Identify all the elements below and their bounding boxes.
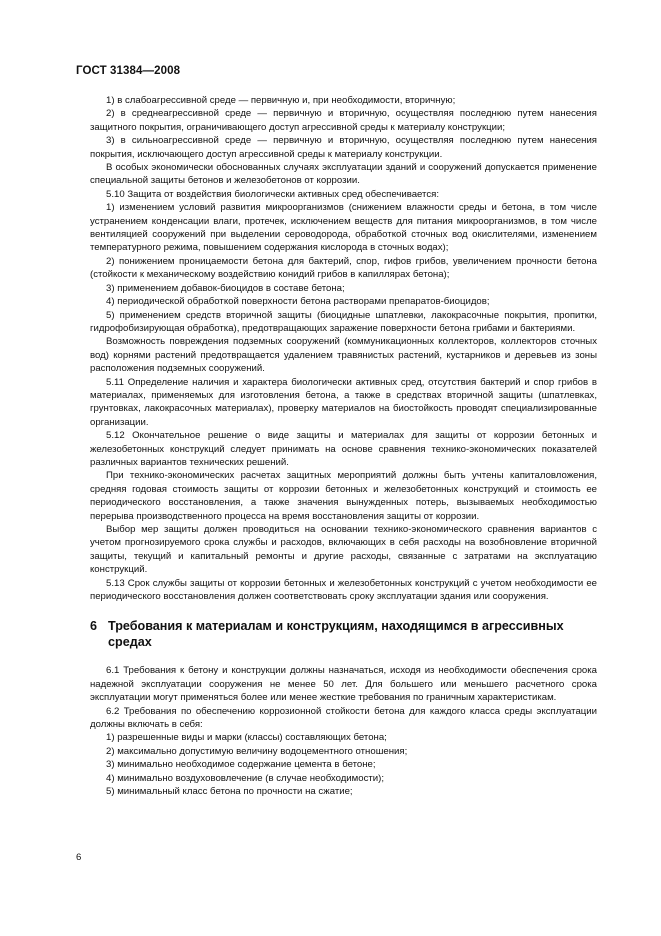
paragraph: 5.11 Определение наличия и характера биологически активных сред, отсутствия бактерий и спор грибов в материалах, применяемых для изготовления бетона, а также в средствах вторичной защиты (шпатлевках, грунтовках, лакокрасочных материалах), проверку материалов на биостойкость проводят специализированные организации.: [90, 376, 597, 428]
paragraph: 1) изменением условий развития микроорганизмов (снижением влажности среды и бетона, в том числе устранением конденсации влаги, протечек, исключением веществ для питания микроорганизмов, в том числе вентиляцией сооружений при выделении сероводорода, обработкой сточных вод окислителями, изменением температурного режима, повышением содержания кислорода в сточных водах);: [90, 202, 597, 254]
page-number: 6: [76, 852, 82, 863]
paragraph: В особых экономически обоснованных случаях эксплуатации зданий и сооружений допускается применение специальной защиты бетонов и железобетонов от коррозии.: [90, 162, 597, 187]
paragraph: 3) в сильноагрессивной среде — первичную и вторичную, осуществляя последнюю путем нанесения покрытия, исключающего доступ агрессивной среды к материалу конструкции.: [90, 135, 597, 160]
paragraph: 2) максимально допустимую величину водоцементного отношения;: [106, 745, 408, 757]
paragraph: 6.1 Требования к бетону и конструкции должны назначаться, исходя из необходимости обеспечения срока надежной эксплуатации сооружения не менее 50 лет. Для большего или меньшего расчетного срока эксплуатации могут применяться более или менее жесткие требования по граничным характеристикам.: [90, 665, 597, 704]
document-header: ГОСТ 31384—2008: [76, 65, 181, 77]
document-body: [90, 94, 597, 799]
paragraph: 4) периодической обработкой поверхности бетона растворами препаратов-биоцидов;: [106, 296, 490, 308]
paragraph: 1) разрешенные виды и марки (классы) составляющих бетона;: [106, 732, 387, 744]
section-number: 6: [90, 619, 98, 634]
paragraph: 5.13 Срок службы защиты от коррозии бетонных и железобетонных конструкций с учетом необходимости ее периодического восстановления должен соответствовать сроку эксплуатации здания или сооружения.: [90, 577, 597, 603]
section-title: Требования к материалам и конструкциям, находящимся в агрессивных средах: [108, 619, 564, 650]
paragraph: 1) в слабоагрессивной среде — первичную и, при необходимости, вторичную;: [106, 95, 456, 106]
paragraph: 2) понижением проницаемости бетона для бактерий, спор, гифов грибов, увеличением прочности бетона (стойкости к механическому воздействию конидий грибов в капиллярах бетона);: [90, 255, 597, 281]
paragraph: Возможность повреждения подземных сооружений (коммуникационных коллекторов, коллекторов сточных вод) корнями растений предотвращается удалением травянистых растений, кустарников и деревьев из зоны расположения подземных сооружений.: [90, 336, 597, 375]
paragraph: 6.2 Требования по обеспечению коррозионной стойкости бетона для каждого класса среды эксплуатации должны включать в себя:: [90, 705, 597, 731]
paragraph: 3) минимально необходимое содержание цемента в бетоне;: [106, 759, 376, 771]
paragraph: 5.10 Защита от воздействия биологически активных сред обеспечивается:: [106, 188, 440, 200]
paragraph: Выбор мер защиты должен проводиться на основании технико-экономического сравнения вариантов с учетом прогнозируемого срока службы и расходов, включающих в себя расходы на возобновление вторичной защиты, текущий и капитальный ремонты и другие расходы, связанные с затратами на эксплуатацию конструкций.: [90, 524, 597, 576]
paragraph: 5.12 Окончательное решение о виде защиты и материалах для защиты от коррозии бетонных и железобетонных конструкций следует принимать на основе сравнения технико-экономических показателей различных вариантов технических решений.: [90, 430, 597, 468]
section-heading: [90, 618, 597, 650]
paragraph: При технико-экономических расчетах защитных мероприятий должны быть учтены капиталовложения, средняя годовая стоимость защиты от коррозии бетонных и железобетонных конструкций и стоимость ее периодического восстановления, а также значения вынужденных потерь, вызываемых необходимостью перерыва производственного процесса на время восстановления защиты от коррозии.: [90, 470, 597, 522]
paragraph: 4) минимально воздухововлечение (в случае необходимости);: [106, 772, 385, 784]
paragraph: 2) в среднеагрессивной среде — первичную и вторичную, осуществляя последнюю путем нанесения защитного покрытия, ограничивающего доступ агрессивной среды к материалу конструкции;: [90, 108, 597, 133]
paragraph: 5) минимальный класс бетона по прочности на сжатие;: [106, 786, 353, 798]
paragraph: 5) применением средств вторичной защиты (биоцидные шпатлевки, лакокрасочные покрытия, пропитки, гидрофобизирующая обработка), предотвращающих заражение поверхности бетона грибами и бактериями.: [90, 309, 597, 334]
paragraph: 3) применением добавок-биоцидов в составе бетона;: [106, 282, 345, 294]
